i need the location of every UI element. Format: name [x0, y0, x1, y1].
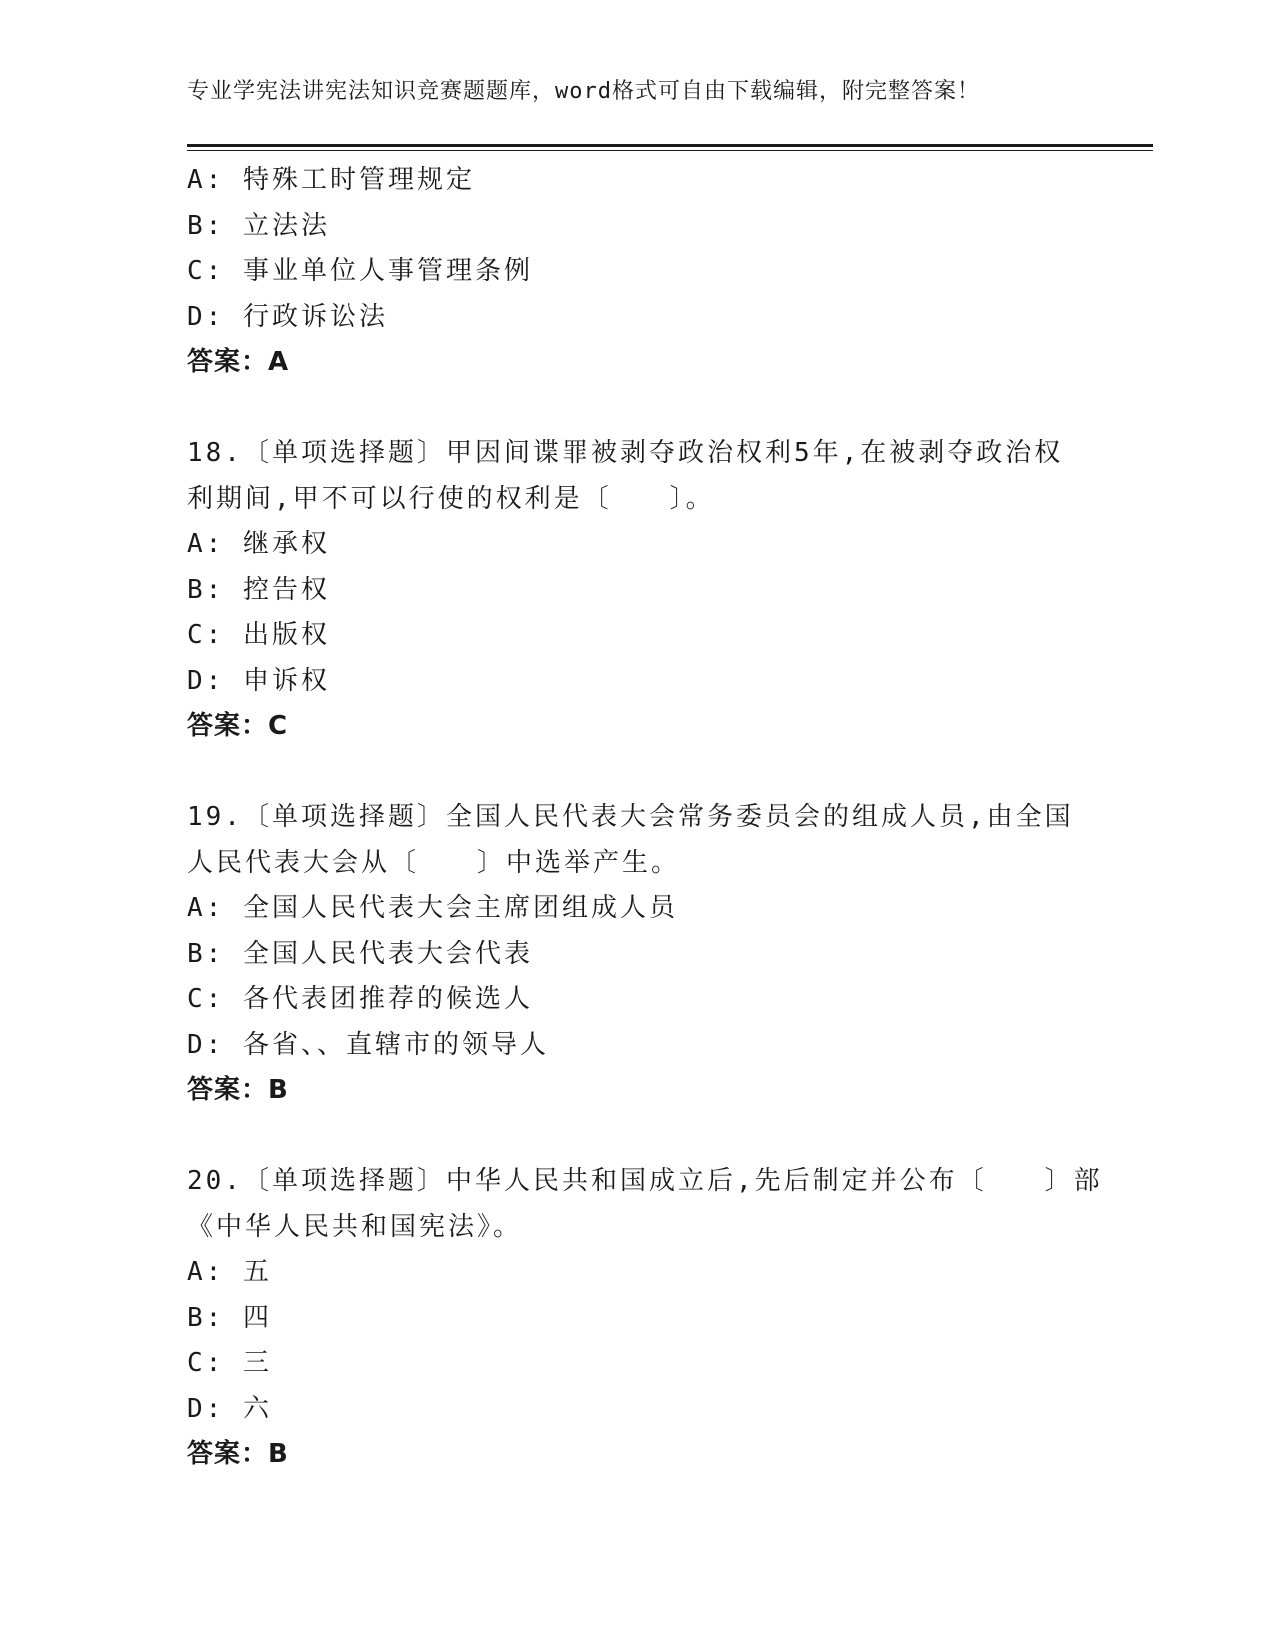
option-c: C: 三	[187, 1348, 272, 1378]
option-c: C: 事业单位人事管理条例	[187, 256, 533, 286]
question-text-line-1: 20.〔单项选择题〕中华人民共和国成立后,先后制定并公布〔 〕部	[187, 1166, 1103, 1196]
option-b: B: 四	[187, 1302, 272, 1333]
option-d: D: 行政诉讼法	[187, 301, 388, 332]
answer: 答案：C	[187, 711, 289, 741]
question-18	[187, 431, 1153, 750]
answer: 答案：B	[187, 1075, 289, 1105]
option-b: B: 控告权	[187, 574, 330, 605]
option-b: B: 全国人民代表大会代表	[187, 938, 533, 969]
page-header: 专业学宪法讲宪法知识竞赛题题库，word格式可自由下载编辑，附完整答案！	[187, 79, 980, 104]
option-a: A: 继承权	[187, 529, 330, 559]
question-text-line-2: 利期间,甲不可以行使的权利是〔 〕。	[187, 483, 715, 514]
option-a: A: 五	[187, 1257, 272, 1287]
spacer	[187, 1114, 1153, 1160]
question-19	[187, 795, 1153, 1114]
answer: 答案：A	[187, 347, 290, 377]
question-text-line-1: 19.〔单项选择题〕全国人民代表大会常务委员会的组成人员,由全国	[187, 802, 1074, 832]
header-rule	[187, 144, 1153, 151]
option-c: C: 各代表团推荐的候选人	[187, 984, 533, 1014]
question-text-line-1: 18.〔单项选择题〕甲因间谍罪被剥夺政治权利5年,在被剥夺政治权	[187, 438, 1064, 468]
document-body	[187, 158, 1153, 1478]
question-text-line-2: 人民代表大会从〔 〕中选举产生。	[187, 847, 681, 878]
question-20	[187, 1159, 1153, 1478]
option-a: A: 全国人民代表大会主席团组成人员	[187, 893, 678, 923]
option-d: D: 六	[187, 1393, 272, 1424]
answer: 答案：B	[187, 1439, 289, 1469]
option-b: B: 立法法	[187, 210, 330, 241]
option-d: D: 各省、、直辖市的领导人	[187, 1029, 549, 1060]
option-d: D: 申诉权	[187, 665, 330, 696]
option-a: A: 特殊工时管理规定	[187, 165, 475, 195]
question-text-line-2: 《中华人民共和国宪法》。	[187, 1211, 523, 1242]
spacer	[187, 750, 1153, 796]
option-c: C: 出版权	[187, 620, 330, 650]
spacer	[187, 386, 1153, 432]
question-17-options	[187, 158, 1153, 386]
